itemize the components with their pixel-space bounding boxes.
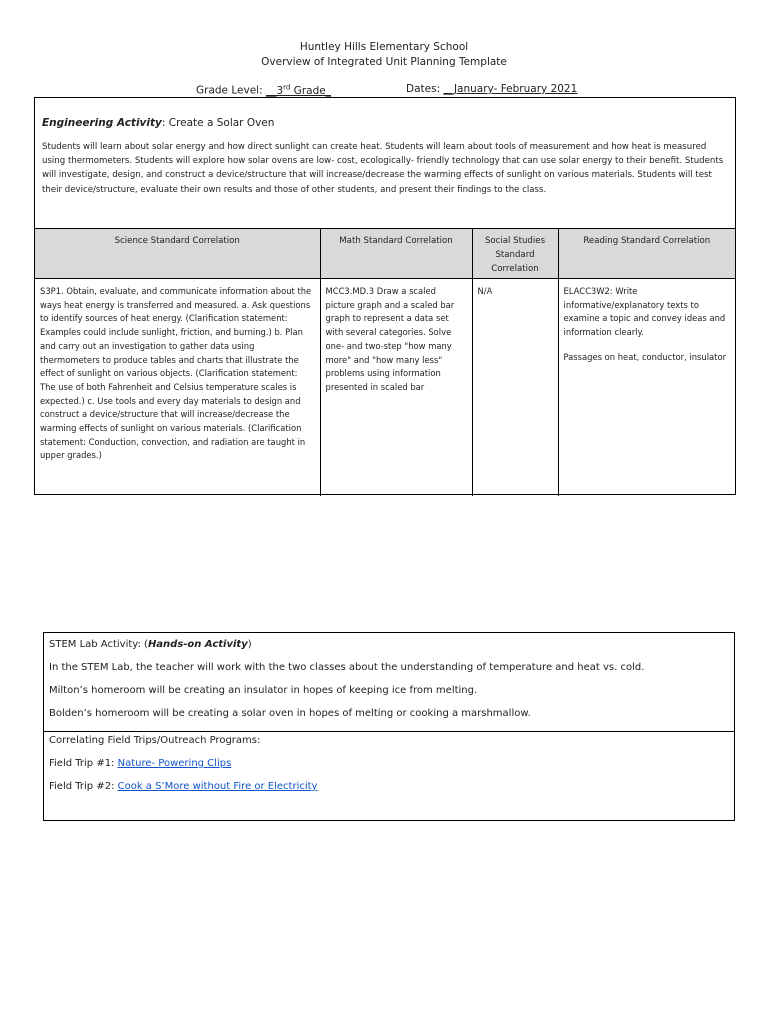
dates (406, 83, 577, 95)
stem-lab-title: STEM Lab Activity: (Hands-on Activity) (49, 639, 252, 650)
social-studies-header: Social Studies Standard Correlation (472, 229, 558, 279)
engineering-activity-title: Engineering Activity: Create a Solar Oven (42, 117, 275, 129)
grade-label: Grade Level: (196, 84, 263, 97)
school-name: Huntley Hills Elementary School (299, 41, 469, 53)
reading-standard (558, 279, 735, 496)
science-header: Science Standard Correlation (35, 229, 320, 279)
stem-lab-activity (44, 633, 734, 732)
field-trip-1-link[interactable]: Nature- Powering Clips (117, 758, 232, 769)
table-row (35, 279, 735, 496)
grade-level (196, 83, 331, 97)
math-standard: MCC3.MD.3 Draw a scaled picture graph and a scaled bar graph to represent a data set with several categories. Solve one- and two-step "how many more" and "how many less" problems using information presented in scaled bar (320, 279, 472, 496)
reading-passages: Passages on heat, conductor, insulator (563, 351, 727, 362)
standards-table (35, 228, 735, 496)
field-trips-title: Correlating Field Trips/Outreach Programs: (49, 735, 261, 746)
science-standard: S3P1. Obtain, evaluate, and communicate information about the ways heat energy is transferred and measured. a. Ask questions to identify sources of heat energy. (Clarification statement: Examples could include sunlight, friction, and burning.) b. Plan and carry out an investigation to gather data using thermometers to produce tables and charts that illustrate the effect of sunlight on various objects. (Clarification statement: The use of both Fahrenheit and Celsius temperature scales is expected.) c. Use tools and every day materials to design and construct a device/structure that will increase/decrease the warming effects of sunlight on various materials. (Clarification statement: Conduction, convection, and radiation are taught in upper grades.) (35, 279, 320, 496)
engineering-activity-section (34, 97, 736, 495)
reading-standard-text: ELACC3W2: Write informative/explanatory texts to examine a topic and convey ideas and information clearly. (563, 286, 726, 338)
field-trip-1: Field Trip #1: Nature- Powering Clips (49, 758, 232, 769)
template-title: Overview of Integrated Unit Planning Template (261, 56, 507, 68)
social-studies-standard: N/A (472, 279, 558, 496)
field-trip-2: Field Trip #2: Cook a S’More without Fire or Electricity (49, 781, 318, 792)
stem-lab-section (43, 632, 735, 821)
math-header: Math Standard Correlation (320, 229, 472, 279)
stem-lab-line-3: Bolden’s homeroom will be creating a solar oven in hopes of melting or cooking a marshmallow. (49, 708, 531, 719)
stem-lab-line-1: In the STEM Lab, the teacher will work with the two classes about the understanding of temperature and heat vs. cold. (49, 662, 645, 673)
table-header-row (35, 229, 735, 279)
field-trip-2-link[interactable]: Cook a S’More without Fire or Electricity (117, 781, 318, 792)
grade-value: __3rd Grade_ (265, 83, 331, 97)
reading-header: Reading Standard Correlation (558, 229, 735, 279)
engineering-activity-description: Students will learn about solar energy and how direct sunlight can create heat. Students will learn about tools of measurement and how heat is measured using thermometers. Students will explore how solar ovens are low- cost, ecologically- friendly technology that can use solar energy to their benefit. Students will investigate, design, and construct a device/structure that will increase/decrease the warming effects of sunlight on various materials. Students will test their device/structure, evaluate their own results and those of other students, and present their findings to the class. (42, 142, 724, 195)
engineering-activity-label: Engineering Activity (42, 117, 162, 129)
dates-label: Dates: (406, 83, 441, 95)
dates-value: __January- February 2021 (443, 83, 578, 95)
stem-lab-line-2: Milton’s homeroom will be creating an insulator in hopes of keeping ice from melting. (49, 685, 478, 696)
